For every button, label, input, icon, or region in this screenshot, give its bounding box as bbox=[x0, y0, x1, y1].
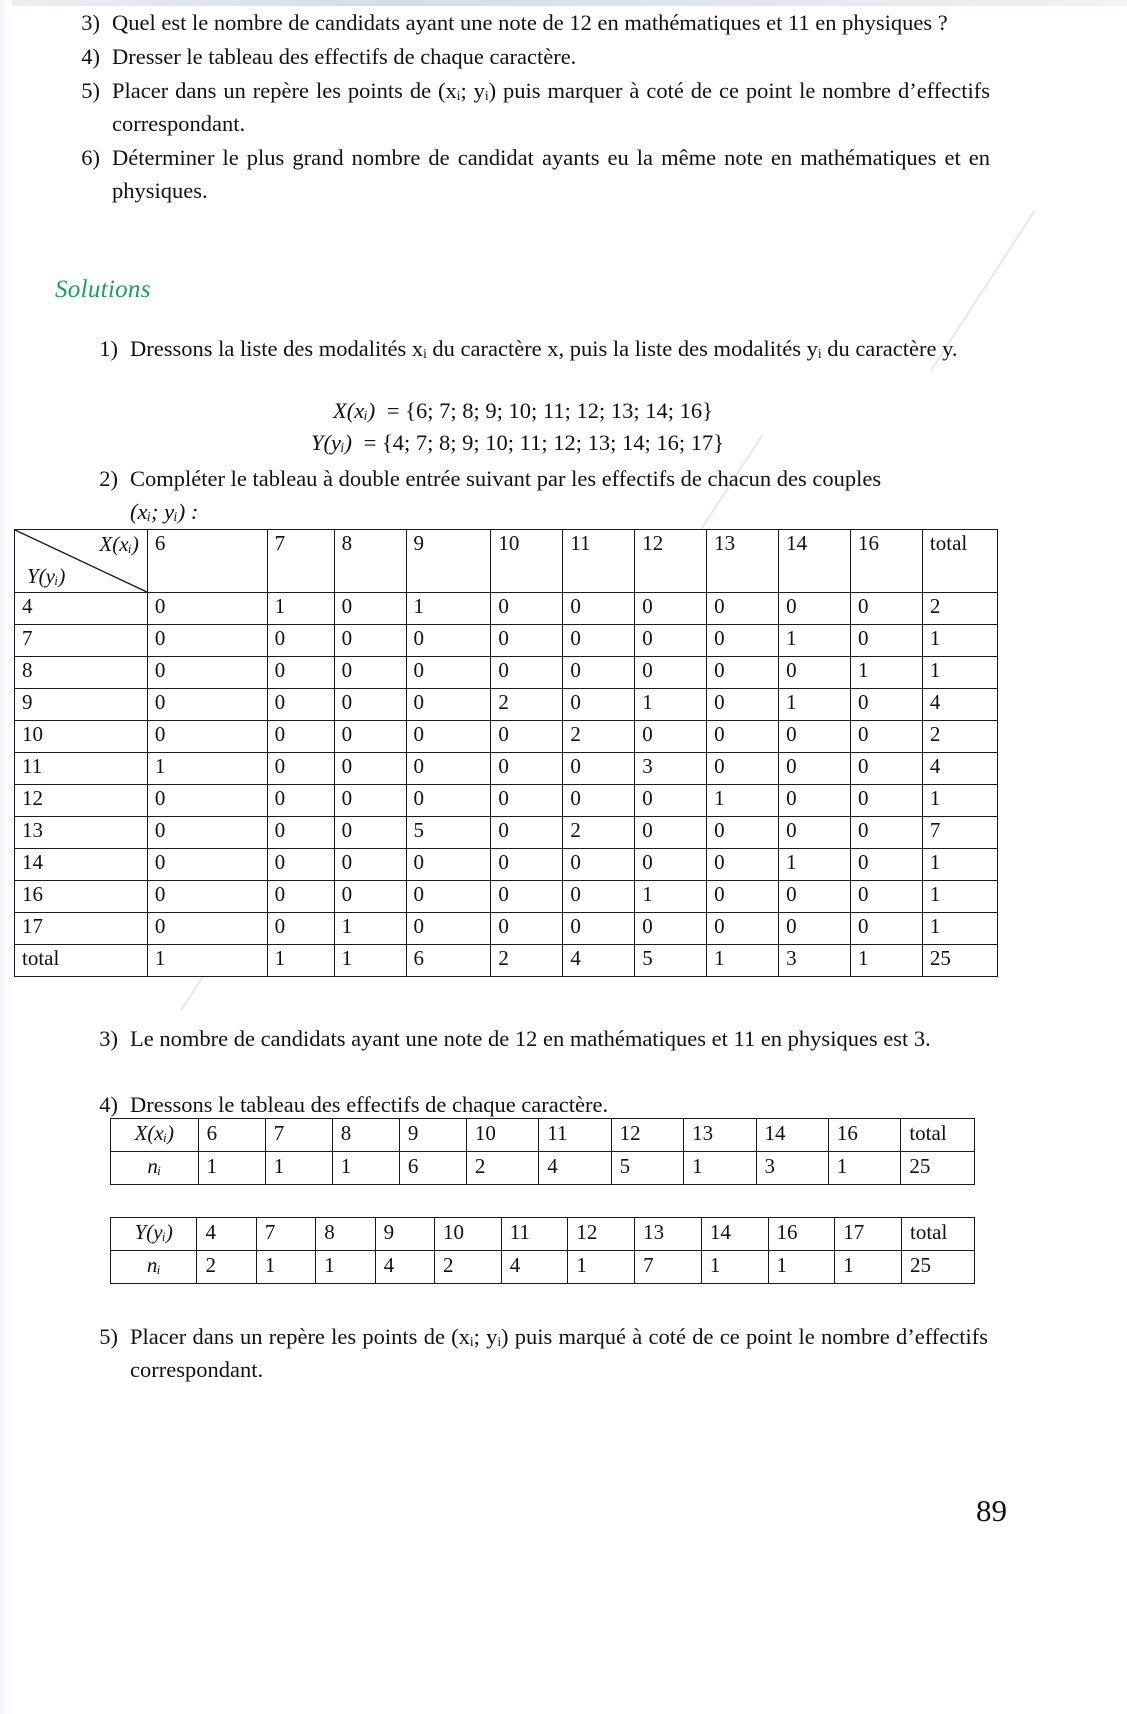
row-label: 9 bbox=[15, 689, 148, 721]
cell: 0 bbox=[406, 625, 491, 657]
cell: 1 bbox=[779, 689, 851, 721]
category-cell: 11 bbox=[501, 1218, 568, 1251]
value-cell: 1 bbox=[701, 1251, 768, 1284]
row-label: 17 bbox=[15, 913, 148, 945]
table-totals-row bbox=[15, 945, 998, 977]
solution-4-row bbox=[88, 1088, 988, 1121]
row-total: 7 bbox=[922, 817, 997, 849]
category-cell: 13 bbox=[635, 1218, 702, 1251]
cell: 0 bbox=[779, 785, 851, 817]
column-total: 6 bbox=[406, 945, 491, 977]
cell: 2 bbox=[563, 817, 635, 849]
corner-x-label: X(xᵢ) bbox=[99, 532, 139, 556]
corner-y-label: Y(yᵢ) bbox=[27, 564, 66, 588]
row-total: 4 bbox=[922, 689, 997, 721]
col-header: 14 bbox=[779, 530, 851, 593]
column-total: 4 bbox=[563, 945, 635, 977]
question-item-3 bbox=[70, 6, 990, 39]
solution-2-row bbox=[88, 462, 988, 495]
cell: 0 bbox=[267, 849, 334, 881]
cell: 0 bbox=[147, 657, 267, 689]
cell: 0 bbox=[563, 689, 635, 721]
cell: 0 bbox=[635, 721, 707, 753]
category-cell: 12 bbox=[611, 1119, 683, 1152]
cell: 0 bbox=[851, 881, 923, 913]
cell: 0 bbox=[147, 881, 267, 913]
cell: 0 bbox=[779, 817, 851, 849]
cell: 1 bbox=[334, 913, 406, 945]
cell: 0 bbox=[267, 625, 334, 657]
value-cell: 1 bbox=[256, 1251, 315, 1284]
table-row bbox=[15, 881, 998, 913]
value-cell: 1 bbox=[768, 1251, 835, 1284]
cell: 0 bbox=[563, 785, 635, 817]
question-number: 5) bbox=[81, 78, 100, 103]
question-number: 4) bbox=[81, 44, 100, 69]
cell: 0 bbox=[707, 721, 779, 753]
cell: 1 bbox=[779, 625, 851, 657]
column-total: 1 bbox=[267, 945, 334, 977]
table-row bbox=[15, 913, 998, 945]
cell: 0 bbox=[334, 817, 406, 849]
table-y-values-row bbox=[111, 1251, 975, 1284]
cell: 1 bbox=[779, 849, 851, 881]
solution-2-row-2 bbox=[88, 495, 988, 528]
cell: 0 bbox=[491, 881, 563, 913]
table-corner-cell bbox=[15, 530, 148, 593]
category-cell: 16 bbox=[768, 1218, 835, 1251]
cell: 0 bbox=[851, 721, 923, 753]
cell: 0 bbox=[334, 721, 406, 753]
cell: 1 bbox=[147, 753, 267, 785]
cell: 0 bbox=[334, 753, 406, 785]
solution-item-4 bbox=[88, 1088, 988, 1121]
solution-number: 3) bbox=[99, 1026, 118, 1051]
cell: 0 bbox=[707, 817, 779, 849]
cell: 0 bbox=[851, 785, 923, 817]
cell: 0 bbox=[491, 753, 563, 785]
solution-text: Placer dans un repère les points de (xᵢ; yᵢ) puis marqué à coté de ce point le nombre d’effectifs correspondant. bbox=[130, 1324, 988, 1382]
cell: 0 bbox=[406, 913, 491, 945]
cell: 2 bbox=[563, 721, 635, 753]
cell: 0 bbox=[563, 593, 635, 625]
column-total: 1 bbox=[851, 945, 923, 977]
cell: 0 bbox=[334, 625, 406, 657]
column-total: 1 bbox=[707, 945, 779, 977]
scan-edge-left bbox=[0, 0, 12, 1714]
table-y-header-label: Y(yᵢ) bbox=[111, 1218, 197, 1251]
equation-x-value: = {6; 7; 8; 9; 10; 11; 12; 13; 14; 16} bbox=[386, 398, 713, 423]
equation-y-label: Y(yᵢ) bbox=[311, 430, 353, 455]
table-x-values-row bbox=[111, 1152, 975, 1185]
cell: 0 bbox=[491, 849, 563, 881]
table-header-row bbox=[15, 530, 998, 593]
couple-notation: (xᵢ; yᵢ) : bbox=[130, 499, 199, 524]
value-cell: 1 bbox=[835, 1251, 902, 1284]
col-header: 13 bbox=[707, 530, 779, 593]
row-label: 12 bbox=[15, 785, 148, 817]
column-total: 1 bbox=[147, 945, 267, 977]
cell: 0 bbox=[267, 657, 334, 689]
row-total: 2 bbox=[922, 593, 997, 625]
solution-1-row bbox=[88, 332, 988, 365]
table-x-total-value: 25 bbox=[901, 1152, 975, 1185]
value-cell: 6 bbox=[399, 1152, 466, 1185]
table-row bbox=[15, 721, 998, 753]
cell: 0 bbox=[779, 657, 851, 689]
cell: 0 bbox=[147, 721, 267, 753]
solution-number: 4) bbox=[99, 1092, 118, 1117]
cell: 0 bbox=[779, 913, 851, 945]
value-cell: 2 bbox=[434, 1251, 501, 1284]
solutions-heading: Solutions bbox=[55, 276, 151, 303]
table-row bbox=[15, 785, 998, 817]
cell: 0 bbox=[147, 817, 267, 849]
col-header: 9 bbox=[406, 530, 491, 593]
cell: 0 bbox=[707, 753, 779, 785]
category-cell: 7 bbox=[256, 1218, 315, 1251]
row-label: 14 bbox=[15, 849, 148, 881]
cell: 0 bbox=[406, 689, 491, 721]
cell: 1 bbox=[635, 689, 707, 721]
cell: 0 bbox=[707, 849, 779, 881]
cell: 2 bbox=[491, 689, 563, 721]
cell: 0 bbox=[563, 913, 635, 945]
solution-number: 5) bbox=[99, 1324, 118, 1349]
cell: 0 bbox=[851, 753, 923, 785]
question-item-6 bbox=[70, 141, 990, 207]
cell: 0 bbox=[635, 785, 707, 817]
cell: 0 bbox=[851, 689, 923, 721]
col-header: 10 bbox=[491, 530, 563, 593]
cell: 0 bbox=[334, 785, 406, 817]
cell: 0 bbox=[406, 657, 491, 689]
equation-x-modalities bbox=[333, 398, 713, 424]
solution-item-2 bbox=[88, 462, 988, 528]
category-cell: 17 bbox=[835, 1218, 902, 1251]
cell: 0 bbox=[147, 593, 267, 625]
equation-x-label: X(xᵢ) bbox=[333, 398, 376, 423]
cell: 0 bbox=[779, 593, 851, 625]
column-total: 1 bbox=[334, 945, 406, 977]
cell: 0 bbox=[491, 657, 563, 689]
grand-total: 25 bbox=[922, 945, 997, 977]
cell: 0 bbox=[563, 881, 635, 913]
value-cell: 4 bbox=[375, 1251, 434, 1284]
cell: 0 bbox=[491, 785, 563, 817]
cell: 0 bbox=[635, 593, 707, 625]
effectif-label: nᵢ bbox=[111, 1152, 199, 1185]
cell: 1 bbox=[406, 593, 491, 625]
cell: 0 bbox=[334, 849, 406, 881]
solution-text: Dressons la liste des modalités xᵢ du caractère x, puis la liste des modalités yᵢ du caractère y. bbox=[130, 336, 958, 361]
row-total: 1 bbox=[922, 881, 997, 913]
category-cell: 7 bbox=[265, 1119, 332, 1152]
category-cell: 11 bbox=[539, 1119, 611, 1152]
solution-item-1 bbox=[88, 332, 988, 365]
question-item-5 bbox=[70, 74, 990, 140]
row-total: 1 bbox=[922, 913, 997, 945]
cell: 0 bbox=[147, 785, 267, 817]
row-label: 11 bbox=[15, 753, 148, 785]
cell: 0 bbox=[851, 913, 923, 945]
row-total: 1 bbox=[922, 785, 997, 817]
cell: 0 bbox=[707, 689, 779, 721]
cell: 1 bbox=[851, 657, 923, 689]
value-cell: 2 bbox=[197, 1251, 256, 1284]
row-label: 16 bbox=[15, 881, 148, 913]
col-header: 7 bbox=[267, 530, 334, 593]
table-row bbox=[15, 817, 998, 849]
cell: 1 bbox=[267, 593, 334, 625]
cell: 1 bbox=[635, 881, 707, 913]
table-y-header-row bbox=[111, 1218, 975, 1251]
col-header-total: total bbox=[922, 530, 997, 593]
cell: 0 bbox=[707, 657, 779, 689]
solution-5-row bbox=[88, 1320, 988, 1386]
value-cell: 1 bbox=[316, 1251, 375, 1284]
category-cell: 9 bbox=[375, 1218, 434, 1251]
cell: 0 bbox=[851, 817, 923, 849]
cell: 0 bbox=[334, 593, 406, 625]
cell: 0 bbox=[851, 593, 923, 625]
cell: 0 bbox=[491, 721, 563, 753]
cell: 0 bbox=[334, 881, 406, 913]
cell: 0 bbox=[267, 721, 334, 753]
value-cell: 3 bbox=[756, 1152, 828, 1185]
cell: 0 bbox=[406, 753, 491, 785]
solution-item-3 bbox=[88, 1022, 988, 1055]
column-total: 2 bbox=[491, 945, 563, 977]
cell: 0 bbox=[406, 881, 491, 913]
row-label: 10 bbox=[15, 721, 148, 753]
cell: 5 bbox=[406, 817, 491, 849]
row-label: 13 bbox=[15, 817, 148, 849]
question-number: 6) bbox=[81, 145, 100, 170]
cell: 0 bbox=[406, 785, 491, 817]
question-item-4 bbox=[70, 40, 990, 73]
cell: 0 bbox=[406, 849, 491, 881]
cell: 0 bbox=[334, 657, 406, 689]
col-header: 16 bbox=[851, 530, 923, 593]
category-cell: 16 bbox=[828, 1119, 900, 1152]
row-total: 4 bbox=[922, 753, 997, 785]
equation-y-value: = {4; 7; 8; 9; 10; 11; 12; 13; 14; 16; 17} bbox=[363, 430, 725, 455]
cell: 0 bbox=[635, 817, 707, 849]
cell: 3 bbox=[635, 753, 707, 785]
row-total: 2 bbox=[922, 721, 997, 753]
category-cell: 10 bbox=[434, 1218, 501, 1251]
category-cell: 12 bbox=[568, 1218, 635, 1251]
question-text: Dresser le tableau des effectifs de chaque caractère. bbox=[112, 44, 577, 69]
cell: 0 bbox=[491, 593, 563, 625]
effectif-label: nᵢ bbox=[111, 1251, 197, 1284]
row-total: 1 bbox=[922, 625, 997, 657]
solution-3-row bbox=[88, 1022, 988, 1055]
cell: 0 bbox=[491, 625, 563, 657]
solution-number: 1) bbox=[99, 336, 118, 361]
cell: 0 bbox=[563, 625, 635, 657]
row-label: 4 bbox=[15, 593, 148, 625]
cell: 0 bbox=[635, 913, 707, 945]
value-cell: 1 bbox=[828, 1152, 900, 1185]
row-label: 7 bbox=[15, 625, 148, 657]
category-cell: 14 bbox=[701, 1218, 768, 1251]
cell: 0 bbox=[779, 753, 851, 785]
table-effectifs-x bbox=[110, 1118, 975, 1185]
table-x-total-label: total bbox=[901, 1119, 975, 1152]
cell: 0 bbox=[267, 817, 334, 849]
table-row bbox=[15, 689, 998, 721]
cell: 0 bbox=[147, 625, 267, 657]
question-number: 3) bbox=[81, 10, 100, 35]
cell: 0 bbox=[635, 625, 707, 657]
table-row bbox=[15, 657, 998, 689]
questions-list bbox=[70, 6, 990, 207]
table-row bbox=[15, 625, 998, 657]
totals-row-label: total bbox=[15, 945, 148, 977]
cell: 0 bbox=[491, 913, 563, 945]
table-effectifs-y bbox=[110, 1217, 975, 1284]
cell: 0 bbox=[707, 881, 779, 913]
cell: 0 bbox=[147, 689, 267, 721]
solution-text: Le nombre de candidats ayant une note de 12 en mathématiques et 11 en physiques est 3. bbox=[130, 1026, 931, 1051]
solution-text: Dressons le tableau des effectifs de chaque caractère. bbox=[130, 1092, 609, 1117]
cell: 0 bbox=[563, 657, 635, 689]
cell: 0 bbox=[267, 689, 334, 721]
solution-text: Compléter le tableau à double entrée suivant par les effectifs de chacun des couples bbox=[130, 466, 882, 491]
value-cell: 5 bbox=[611, 1152, 683, 1185]
row-label: 8 bbox=[15, 657, 148, 689]
value-cell: 1 bbox=[265, 1152, 332, 1185]
cell: 0 bbox=[147, 913, 267, 945]
cell: 0 bbox=[635, 657, 707, 689]
cell: 0 bbox=[267, 913, 334, 945]
value-cell: 1 bbox=[332, 1152, 399, 1185]
value-cell: 2 bbox=[466, 1152, 538, 1185]
cell: 0 bbox=[267, 881, 334, 913]
table-row bbox=[15, 593, 998, 625]
question-text: Quel est le nombre de candidats ayant une note de 12 en mathématiques et 11 en physiques ? bbox=[112, 10, 948, 35]
value-cell: 1 bbox=[568, 1251, 635, 1284]
table-x-header-label: X(xᵢ) bbox=[111, 1119, 199, 1152]
cell: 0 bbox=[707, 913, 779, 945]
category-cell: 8 bbox=[316, 1218, 375, 1251]
cell: 0 bbox=[267, 753, 334, 785]
cell: 0 bbox=[851, 849, 923, 881]
category-cell: 8 bbox=[332, 1119, 399, 1152]
value-cell: 1 bbox=[684, 1152, 756, 1185]
cell: 0 bbox=[491, 817, 563, 849]
col-header: 12 bbox=[635, 530, 707, 593]
row-total: 1 bbox=[922, 657, 997, 689]
value-cell: 1 bbox=[198, 1152, 265, 1185]
value-cell: 7 bbox=[635, 1251, 702, 1284]
cell: 0 bbox=[779, 721, 851, 753]
cell: 0 bbox=[406, 721, 491, 753]
cell: 0 bbox=[563, 849, 635, 881]
col-header: 8 bbox=[334, 530, 406, 593]
category-cell: 4 bbox=[197, 1218, 256, 1251]
cell: 0 bbox=[334, 689, 406, 721]
solution-item-5 bbox=[88, 1320, 988, 1386]
row-total: 1 bbox=[922, 849, 997, 881]
table-row bbox=[15, 849, 998, 881]
col-header: 11 bbox=[563, 530, 635, 593]
category-cell: 14 bbox=[756, 1119, 828, 1152]
cell: 0 bbox=[147, 849, 267, 881]
col-header: 6 bbox=[147, 530, 267, 593]
column-total: 5 bbox=[635, 945, 707, 977]
cell: 0 bbox=[707, 593, 779, 625]
table-row bbox=[15, 753, 998, 785]
value-cell: 4 bbox=[501, 1251, 568, 1284]
category-cell: 10 bbox=[466, 1119, 538, 1152]
table-y-total-label: total bbox=[902, 1218, 975, 1251]
category-cell: 9 bbox=[399, 1119, 466, 1152]
cell: 0 bbox=[635, 849, 707, 881]
table-x-header-row bbox=[111, 1119, 975, 1152]
page-number: 89 bbox=[976, 1493, 1007, 1528]
question-text: Déterminer le plus grand nombre de candidat ayants eu la même note en mathématiques et en physiques. bbox=[112, 145, 990, 203]
value-cell: 4 bbox=[539, 1152, 611, 1185]
table-y-total-value: 25 bbox=[902, 1251, 975, 1284]
column-total: 3 bbox=[779, 945, 851, 977]
equation-y-modalities bbox=[311, 430, 724, 456]
cell: 1 bbox=[707, 785, 779, 817]
double-entry-table bbox=[14, 529, 998, 977]
solution-number: 2) bbox=[99, 466, 118, 491]
category-cell: 13 bbox=[684, 1119, 756, 1152]
category-cell: 6 bbox=[198, 1119, 265, 1152]
question-text: Placer dans un repère les points de (xᵢ; yᵢ) puis marquer à coté de ce point le nombre d’effectifs correspondant. bbox=[112, 78, 990, 136]
cell: 0 bbox=[267, 785, 334, 817]
cell: 0 bbox=[563, 753, 635, 785]
cell: 0 bbox=[851, 625, 923, 657]
cell: 0 bbox=[707, 625, 779, 657]
cell: 0 bbox=[779, 881, 851, 913]
